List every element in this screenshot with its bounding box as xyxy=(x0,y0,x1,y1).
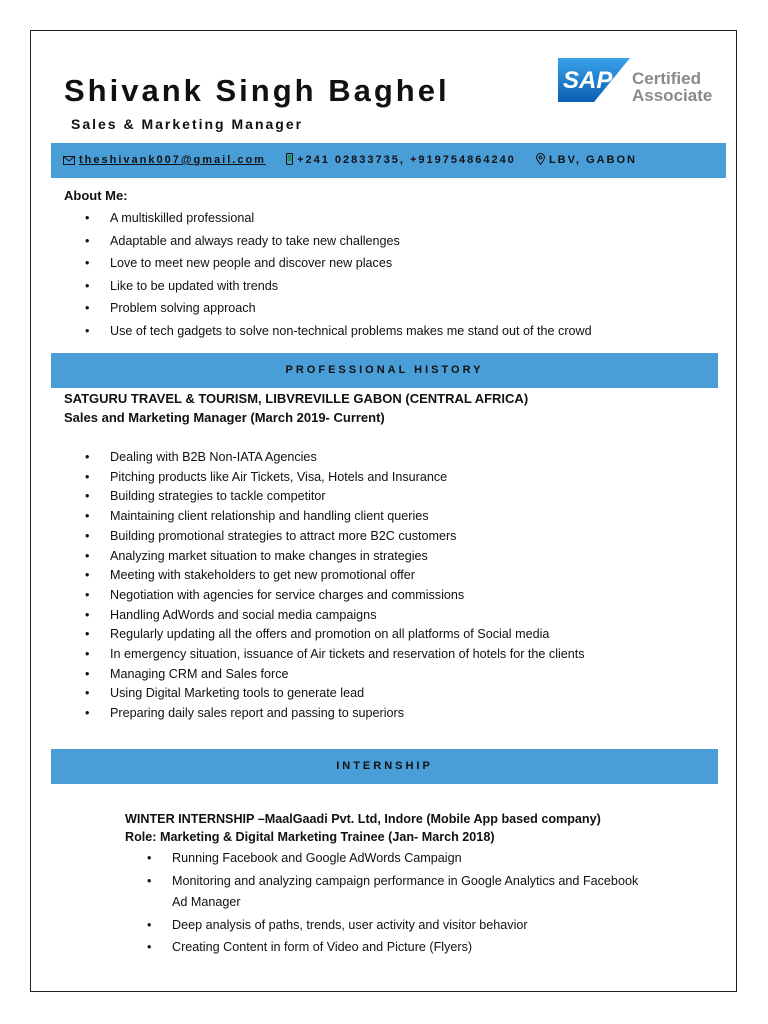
contact-info xyxy=(63,153,637,168)
employer-name: SATGURU TRAVEL & TOURISM, LIBVREVILLE GABON (CENTRAL AFRICA) xyxy=(64,391,529,406)
envelope-icon xyxy=(63,156,75,168)
list-item: • Pitching products like Air Tickets, Visa, Hotels and Insurance xyxy=(85,468,585,488)
list-item: • Adaptable and always ready to take new challenges xyxy=(85,230,592,253)
list-item: • Use of tech gadgets to solve non-technical problems makes me stand out of the crowd xyxy=(85,320,592,343)
list-item: • Managing CRM and Sales force xyxy=(85,665,585,685)
phone-numbers: +241 02833735, +919754864240 xyxy=(297,154,516,166)
list-item: • Love to meet new people and discover new places xyxy=(85,252,592,275)
list-item: • Monitoring and analyzing campaign performance in Google Analytics and Facebook Ad Manager xyxy=(147,871,642,914)
list-item: • Dealing with B2B Non-IATA Agencies xyxy=(85,448,585,468)
list-item: • Running Facebook and Google AdWords Campaign xyxy=(147,848,642,870)
location: LBV, GABON xyxy=(548,154,637,166)
about-title: About Me: xyxy=(64,188,128,203)
internship-company: WINTER INTERNSHIP –MaalGaadi Pvt. Ltd, Indore (Mobile App based company) xyxy=(125,812,601,826)
badge-line-2: Associate xyxy=(632,86,713,105)
candidate-name: Shivank Singh Baghel xyxy=(64,73,450,108)
professional-history-heading: PROFESSIONAL HISTORY xyxy=(51,353,718,388)
list-item: • Building strategies to tackle competitor xyxy=(85,487,585,507)
internship-heading: INTERNSHIP xyxy=(51,749,718,784)
list-item: • Negotiation with agencies for service charges and commissions xyxy=(85,586,585,606)
list-item: • In emergency situation, issuance of Air tickets and reservation of hotels for the clients xyxy=(85,645,585,665)
email-link[interactable]: theshivank007@gmail.com xyxy=(79,154,266,166)
internship-role: Role: Marketing & Digital Marketing Trainee (Jan- March 2018) xyxy=(125,830,495,844)
list-item: • Maintaining client relationship and handling client queries xyxy=(85,507,585,527)
list-item: • Regularly updating all the offers and promotion on all platforms of Social media xyxy=(85,625,585,645)
responsibilities-list xyxy=(85,448,585,724)
list-item: • A multiskilled professional xyxy=(85,207,592,230)
list-item: • Handling AdWords and social media campaigns xyxy=(85,606,585,626)
location-pin-icon xyxy=(536,153,545,168)
about-list xyxy=(85,207,592,342)
list-item: • Deep analysis of paths, trends, user activity and visitor behavior xyxy=(147,915,642,937)
list-item: • Using Digital Marketing tools to generate lead xyxy=(85,684,585,704)
internship-list xyxy=(147,848,642,960)
phone-icon xyxy=(286,153,293,168)
certified-associate-badge xyxy=(632,70,712,104)
job-title: Sales & Marketing Manager xyxy=(71,116,304,132)
list-item: • Preparing daily sales report and passing to superiors xyxy=(85,704,585,724)
list-item: • Analyzing market situation to make changes in strategies xyxy=(85,547,585,567)
sap-logo xyxy=(558,58,630,102)
list-item: • Problem solving approach xyxy=(85,297,592,320)
badge-line-1: Certified xyxy=(632,69,701,88)
list-item: • Creating Content in form of Video and Picture (Flyers) xyxy=(147,937,642,959)
list-item: • Building promotional strategies to attract more B2C customers xyxy=(85,527,585,547)
list-item: • Meeting with stakeholders to get new promotional offer xyxy=(85,566,585,586)
list-item: • Like to be updated with trends xyxy=(85,275,592,298)
sap-logo-text: SAP xyxy=(563,67,613,94)
employer-role: Sales and Marketing Manager (March 2019- Current) xyxy=(64,410,385,425)
